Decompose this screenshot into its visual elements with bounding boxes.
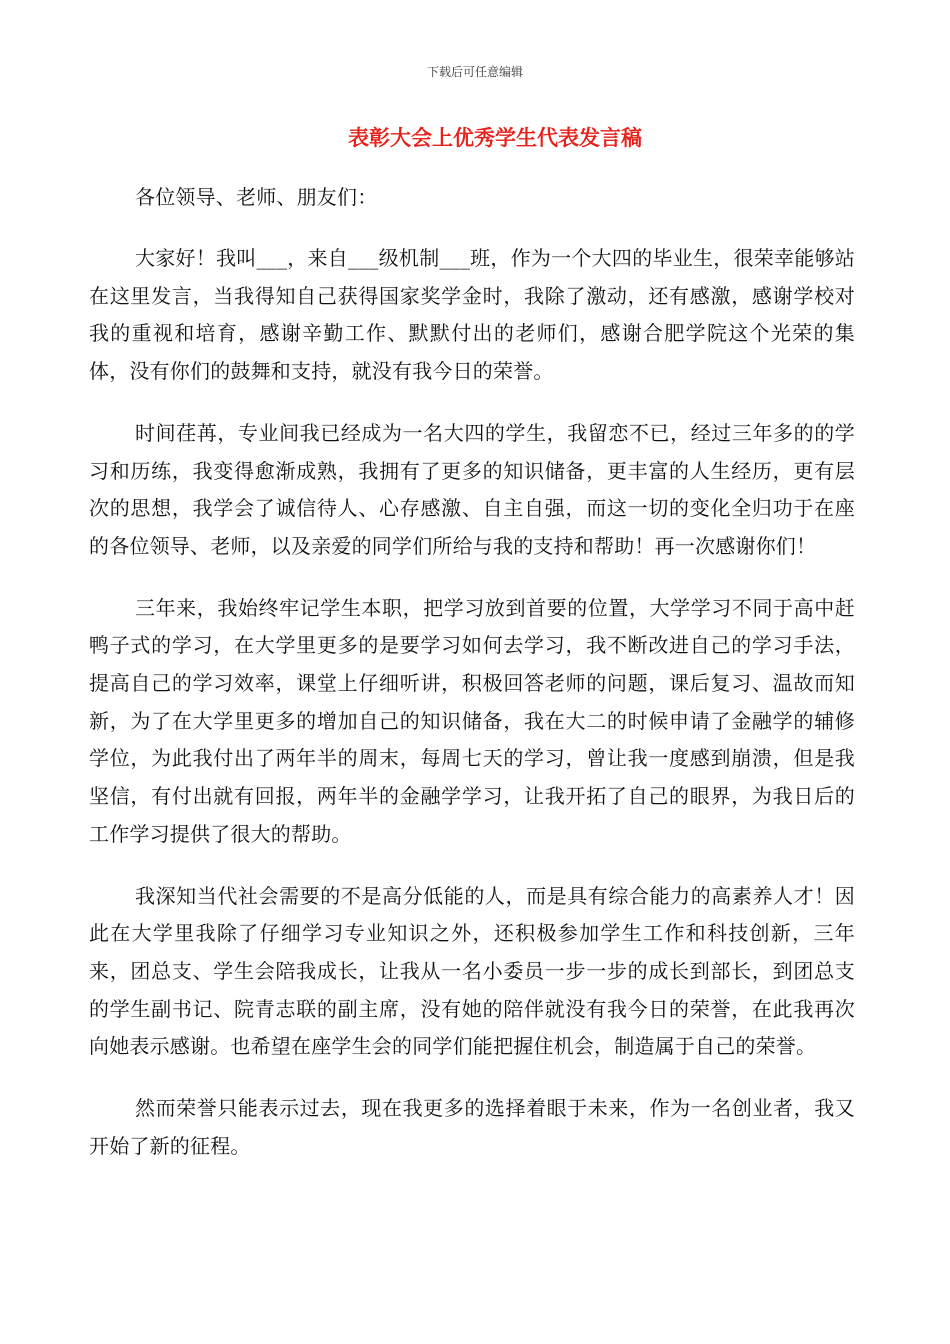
document-body	[89, 178, 855, 1165]
paragraph-1: 大家好！我叫___，来自___级机制___班，作为一个大四的毕业生，很荣幸能够站在这里发言，当我得知自己获得国家奖学金时，我除了激动，还有感激，感谢学校对我的重视和培育，感谢辛勤工作、默默付出的老师们，感谢合肥学院这个光荣的集体，没有你们的鼓舞和支持，就没有我今日的荣誉。	[89, 246, 855, 384]
paragraph-3: 三年来，我始终牢记学生本职，把学习放到首要的位置，大学学习不同于高中赶鸭子式的学习，在大学里更多的是要学习如何去学习，我不断改进自己的学习手法，提高自己的学习效率，课堂上仔细听讲，积极回答老师的问题，课后复习、温故而知新，为了在大学里更多的增加自己的知识储备，我在大二的时候申请了金融学的辅修学位，为此我付出了两年半的周末，每周七天的学习，曾让我一度感到崩溃，但是我坚信，有付出就有回报，两年半的金融学学习，让我开拓了自己的眼界，为我日后的工作学习提供了很大的帮助。	[89, 595, 855, 846]
paragraph-5: 然而荣誉只能表示过去，现在我更多的选择着眼于未来，作为一名创业者，我又开始了新的征程。	[89, 1096, 855, 1158]
paragraph-2: 时间荏苒，专业间我已经成为一名大四的学生，我留恋不已，经过三年多的的学习和历练，我变得愈渐成熟，我拥有了更多的知识储备，更丰富的人生经历，更有层次的思想，我学会了诚信待人、心存感激、自主自强，而这一切的变化全归功于在座的各位领导、老师，以及亲爱的同学们所给与我的支持和帮助！再一次感谢你们！	[89, 420, 855, 558]
paragraph-4: 我深知当代社会需要的不是高分低能的人，而是具有综合能力的高素养人才！因此在大学里我除了仔细学习专业知识之外，还积极参加学生工作和科技创新，三年来，团总支、学生会陪我成长，让我从一名小委员一步一步的成长到部长，到团总支的学生副书记、院青志联的副主席，没有她的陪伴就没有我今日的荣誉，在此我再次向她表示感谢。也希望在座学生会的同学们能把握住机会，制造属于自己的荣誉。	[89, 883, 855, 1059]
header-note: 下载后可任意编辑	[426, 65, 523, 79]
salutation: 各位领导、老师、朋友们：	[135, 185, 378, 209]
document-title: 表彰大会上优秀学生代表发言稿	[348, 125, 642, 150]
